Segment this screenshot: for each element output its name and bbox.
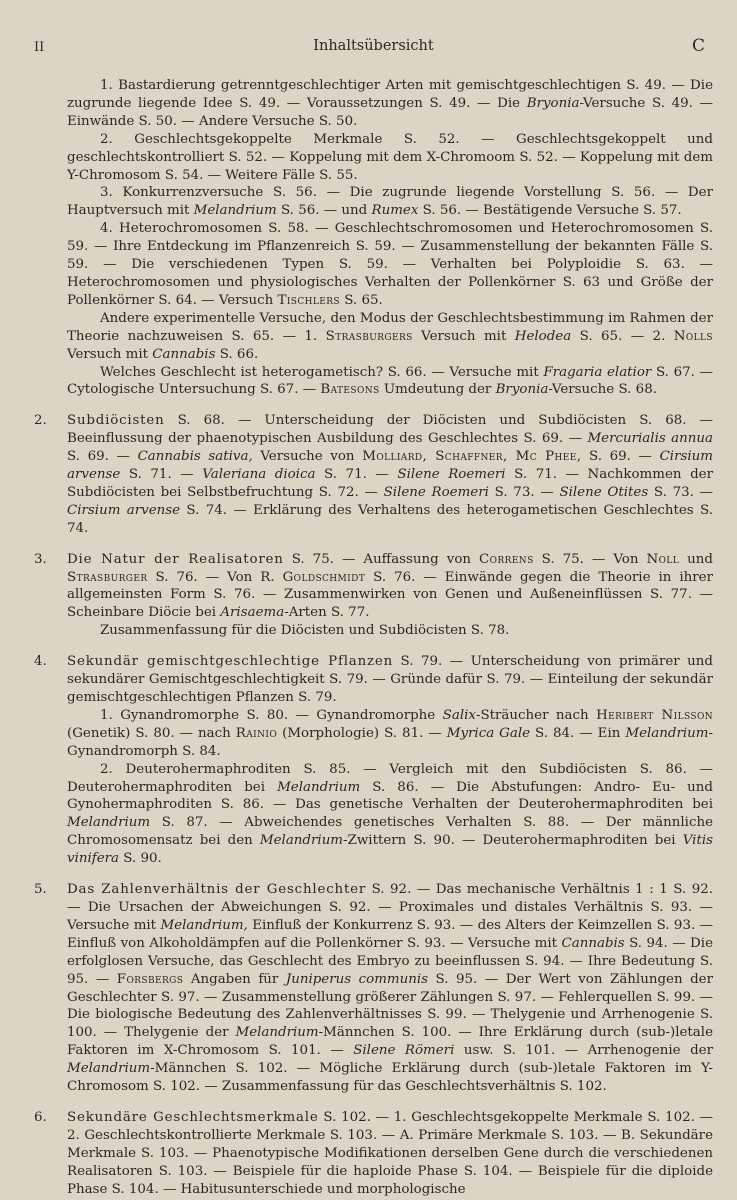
text-run: 2. Geschlechtsgekoppelte Merkmale S. 52. — Geschlechtsgekoppelt und geschlechtskontrolliert S. 52. — Koppelung mit dem X-Chromoom S. 52. — Koppelung mit dem Y-Chromosom S. 54. — Weitere Fälle S. 55. — [67, 131, 713, 183]
toc-paragraph — [67, 707, 713, 761]
author-name: Rainio — [235, 725, 278, 741]
text-run: S. 86. — Die Abstufungen: Andro- Eu- und Gynohermaphroditen S. 86. — Das genetische Verhalten der Deuterohermaphroditen bei — [67, 779, 713, 813]
taxon-name: Silene Roemeri — [397, 467, 506, 483]
toc-paragraph — [67, 184, 713, 220]
text-run: S. 69. — — [67, 449, 138, 465]
section-heading: Subdiöcisten — [67, 413, 165, 429]
section-number: 2. — [34, 413, 47, 429]
toc-paragraph — [67, 1109, 713, 1199]
author-name: Correns — [479, 551, 534, 567]
section-heading: Sekundär gemischtgeschlechtige Pflanzen — [67, 654, 394, 670]
text-run: -Versuche S. 68. — [548, 382, 657, 398]
taxon-name: Arisaema — [220, 605, 285, 621]
text-run: Versuch mit — [412, 328, 515, 344]
taxon-name: Melandrium — [259, 833, 344, 849]
taxon-name: Valeriana dioica — [202, 467, 316, 483]
text-run: -Gynandromorph S. 84. — [67, 725, 713, 759]
text-run: Welches Geschlecht ist heterogametisch? S. 66. — Versuche mit — [100, 364, 544, 380]
taxon-name: Fragaria elatior — [543, 364, 652, 380]
text-run: 2. Deuterohermaphroditen S. 85. — Vergleich mit den Subdiöcisten S. 86. — Deuterohermaphroditen bei — [67, 761, 713, 795]
text-run: (Morphologie) S. 81. — — [277, 725, 447, 741]
text-run: Zusammenfassung für die Diöcisten und Subdiöcisten S. 78. — [100, 623, 510, 639]
text-run: 3. Konkurrenzversuche S. 56. — Die zugrunde liegende Vorstellung S. 56. — Der Hauptversuch mit — [67, 185, 713, 219]
author-name: Strasburger — [67, 569, 148, 585]
contents-body — [34, 77, 713, 1198]
taxon-name: Melandrium — [235, 1025, 319, 1041]
text-run: Versuche von — [252, 449, 363, 465]
taxon-name: Melandrium, — [160, 917, 248, 933]
section-heading: Sekundäre Geschlechtsmerkmale — [67, 1109, 319, 1125]
text-run: S. 94. — Die erfolglosen Versuche, das Geschlecht des Embryo zu beeinflussen S. 94. — Ihre Bedeutung S. 95. — — [67, 935, 713, 987]
section-1-continuation — [34, 77, 713, 399]
toc-section — [34, 881, 713, 1096]
text-run: S. 67. — Cytologische Untersuchung S. 67. — — [67, 364, 713, 398]
text-run: S. 76. — Einwände gegen die Theorie in ihrer allgemeinsten Form S. 76. — Zusammenwirken von Genen und Außeneinflüssen S. 77. — Scheinbare Diöcie bei — [67, 569, 713, 621]
taxon-name: Cannabis — [561, 935, 625, 951]
text-run: S. 71. — Nachkommen der Subdiöcisten bei Selbstbefruchtung S. 72. — — [67, 467, 713, 500]
text-run: -Zwittern S. 90. — Deuterohermaphroditen bei — [343, 833, 683, 849]
taxon-name: Mercurialis annua — [587, 431, 713, 447]
text-run: 4. Heterochromosomen S. 58. — Geschlechtschromosomen und Heterochromosomen S. 59. — Ihre Entdeckung im Pflanzenreich S. 59. — Zusammenstellung der bekannten Fälle S. 59. — Die verschiedenen Typen S. 59. — Verhalten bei Polyploidie S. 63. — Heterochromosomen und physiologisches Verhalten der Pollenkörner S. 63 und Größe der Pollenkörner S. 64. — Versuch — [67, 221, 713, 308]
running-title: Inhaltsübersicht — [313, 38, 434, 54]
toc-paragraph — [67, 881, 713, 1096]
text-run: S. 73. — — [648, 484, 713, 500]
toc-paragraph — [67, 131, 713, 185]
taxon-name: Silene Römeri — [353, 1043, 455, 1059]
sections-list — [34, 412, 713, 1198]
section-number: 6. — [34, 1109, 47, 1125]
text-run: S. 75. — Von — [533, 551, 647, 567]
text-run: S. 71. — — [120, 467, 203, 483]
text-run: Andere experimentelle Versuche, den Modus der Geschlechtsbestimmung im Rahmen der Theorie nachzuweisen S. 65. — 1. — [67, 310, 713, 344]
taxon-name: Silene Otites — [559, 484, 649, 500]
taxon-name: Melandrium — [193, 203, 277, 219]
taxon-name: Melandrium — [277, 779, 361, 795]
author-name: Molliard, Schaffner, Mc Phee, — [362, 449, 582, 465]
taxon-name: Salix — [442, 707, 476, 723]
toc-paragraph — [67, 761, 713, 868]
text-run: Versuch mit — [67, 346, 153, 362]
text-run: S. 84. — Ein — [530, 725, 626, 741]
taxon-name: Silene Roemeri — [383, 484, 489, 500]
toc-section — [34, 653, 713, 868]
signature-letter: C — [691, 36, 705, 56]
toc-section — [34, 551, 713, 641]
text-run: usw. S. 101. — Arrhenogenie der — [454, 1043, 713, 1059]
toc-paragraph — [67, 220, 713, 310]
author-name: Noll — [646, 551, 680, 567]
taxon-name: Vitis vinifera — [67, 833, 713, 867]
author-name: Tischlers — [277, 292, 340, 308]
text-run: S. 71. — — [315, 467, 398, 483]
text-run: S. 56. — und — [276, 203, 372, 219]
text-run: Einfluß der Konkurrenz S. 93. — des Alters der Keimzellen S. 93. — Einfluß von Alkoholdämpfen auf die Pollenkörner S. 93. — Versuche mit — [67, 917, 714, 951]
text-run: -Männchen S. 100. — Ihre Erklärung durch (sub-)letale Faktoren im X-Chromosom S. 101. — — [67, 1025, 713, 1059]
taxon-name: Bryonia — [526, 95, 580, 111]
text-run: S. 73. — — [488, 484, 560, 500]
taxon-name: Cirsium arvense — [67, 449, 713, 483]
toc-paragraph — [67, 622, 713, 640]
text-run: S. 87. — Abweichendes genetisches Verhalten S. 88. — Der männliche Chromosomensatz bei den — [67, 815, 713, 849]
author-name: Forsbergs — [116, 971, 184, 987]
author-name: Goldschmidt — [282, 569, 366, 585]
taxon-name: Melandrium — [67, 815, 151, 831]
toc-section — [34, 412, 713, 537]
taxon-name: Myrica Gale — [446, 725, 531, 741]
taxon-name: Bryonia — [495, 382, 549, 398]
author-name: Batesons — [320, 382, 380, 398]
text-run: S. 90. — [119, 851, 162, 867]
text-run: S. 102. — 1. Geschlechtsgekoppelte Merkmale S. 102. — 2. Geschlechtskontrollierte Merkmale S. 103. — A. Primäre Merkmale S. 103. — B. Sekundäre Merkmale S. 103. — Phaenotypische Modifikationen derselben Gene durch die verschiedenen Realisatoren S. 103. — Beispiele für die haploide Phase S. 104. — Beispiele für die diploide Phase S. 104. — Habitusunterschiede und morphologische — [67, 1109, 713, 1197]
toc-paragraph — [67, 364, 713, 400]
text-run: S. 92. — Das mechanische Verhältnis 1 : 1 S. 92. — Die Ursachen der Abweichungen S. 92. — Proximales und distales Verhältnis S. 93. — Versuche mit — [67, 882, 713, 933]
toc-section — [34, 1109, 713, 1199]
taxon-name: Juniperus communis — [285, 971, 429, 987]
section-number: 5. — [34, 882, 47, 898]
text-run: S. 95. — Der Wert von Zählungen der Geschlechter S. 97. — Zusammenstellung größerer Zählungen S. 97. — Fehlerquellen S. 99. — Die biologische Bedeutung des Zahlenverhältnisses S. 99. — Thelygenie und Arrhenogenie S. 100. — Thelygenie der — [67, 971, 713, 1041]
text-run: -Männchen S. 102. — Mögliche Erklärung durch (sub-)letale Faktoren im Y-Chromosom S. 102. — Zusammenfassung für das Geschlechtsverhältnis S. 102. — [67, 1061, 713, 1095]
toc-paragraph — [67, 412, 713, 537]
text-run: S. 74. — Erklärung des Verhaltens des heterogametischen Geschlechtes S. 74. — [67, 502, 713, 536]
text-run: S. 69. — — [581, 449, 660, 465]
taxon-name: Melandrium — [625, 725, 709, 741]
text-run: 1. Bastardierung getrenntgeschlechtiger Arten mit gemischtgeschlechtigen S. 49. — Die zugrunde liegende Idee S. 49. — Voraussetzungen S. 49. — Die — [67, 78, 713, 111]
text-run: S. 79. — Unterscheidung von primärer und sekundärer Gemischtgeschlechtigkeit S. 79. — Gründe dafür S. 79. — Einteilung der sekundär gemischtgeschlechtigen Pflanzen S. 79. — [67, 654, 713, 705]
author-name: Strasburgers — [325, 328, 413, 344]
toc-paragraph — [67, 310, 713, 364]
text-run: Angaben für — [183, 971, 286, 987]
taxon-name: Cirsium arvense — [67, 502, 181, 518]
page-header — [34, 36, 713, 60]
text-run: -Arten S. 77. — [284, 605, 370, 621]
taxon-name: Cannabis sativa, — [137, 449, 253, 465]
toc-paragraph — [67, 77, 713, 131]
text-run: S. 65. — [339, 292, 383, 308]
taxon-name: Cannabis — [152, 346, 216, 362]
text-run: S. 65. — 2. — [571, 328, 674, 344]
text-run: S. 75. — Auffassung von — [283, 551, 480, 567]
text-run: 1. Gynandromorphe S. 80. — Gynandromorphe — [100, 707, 443, 723]
section-heading: Die Natur der Realisatoren — [67, 551, 284, 567]
taxon-name: Rumex — [371, 203, 419, 219]
text-run: S. 56. — Bestätigende Versuche S. 57. — [418, 203, 682, 219]
page-number: II — [34, 40, 45, 55]
text-run: Umdeutung der — [379, 382, 496, 398]
text-run: -Sträucher nach — [475, 707, 597, 723]
taxon-name: Helodea — [514, 328, 572, 344]
toc-paragraph — [67, 551, 713, 623]
section-heading: Das Zahlenverhältnis der Geschlechter — [67, 882, 367, 898]
taxon-name: Melandrium — [67, 1061, 151, 1077]
section-number: 3. — [34, 551, 47, 567]
section-number: 4. — [34, 654, 47, 670]
text-run: S. 76. — Von R. — [147, 569, 283, 585]
text-run: (Genetik) S. 80. — nach — [67, 725, 236, 741]
author-name: Nolls — [673, 328, 713, 344]
toc-paragraph — [67, 653, 713, 707]
text-run: S. 68. — Unterscheidung der Diöcisten und Subdiöcisten S. 68. — Beeinflussung der phaenotypischen Ausbildung des Geschlechtes S. 69. — — [67, 413, 713, 447]
text-run: S. 66. — [215, 346, 259, 362]
text-run: -Versuche S. 49. — Einwände S. 50. — Andere Versuche S. 50. — [67, 95, 713, 129]
author-name: Heribert Nilsson — [596, 707, 714, 723]
text-run: und — [679, 551, 713, 567]
